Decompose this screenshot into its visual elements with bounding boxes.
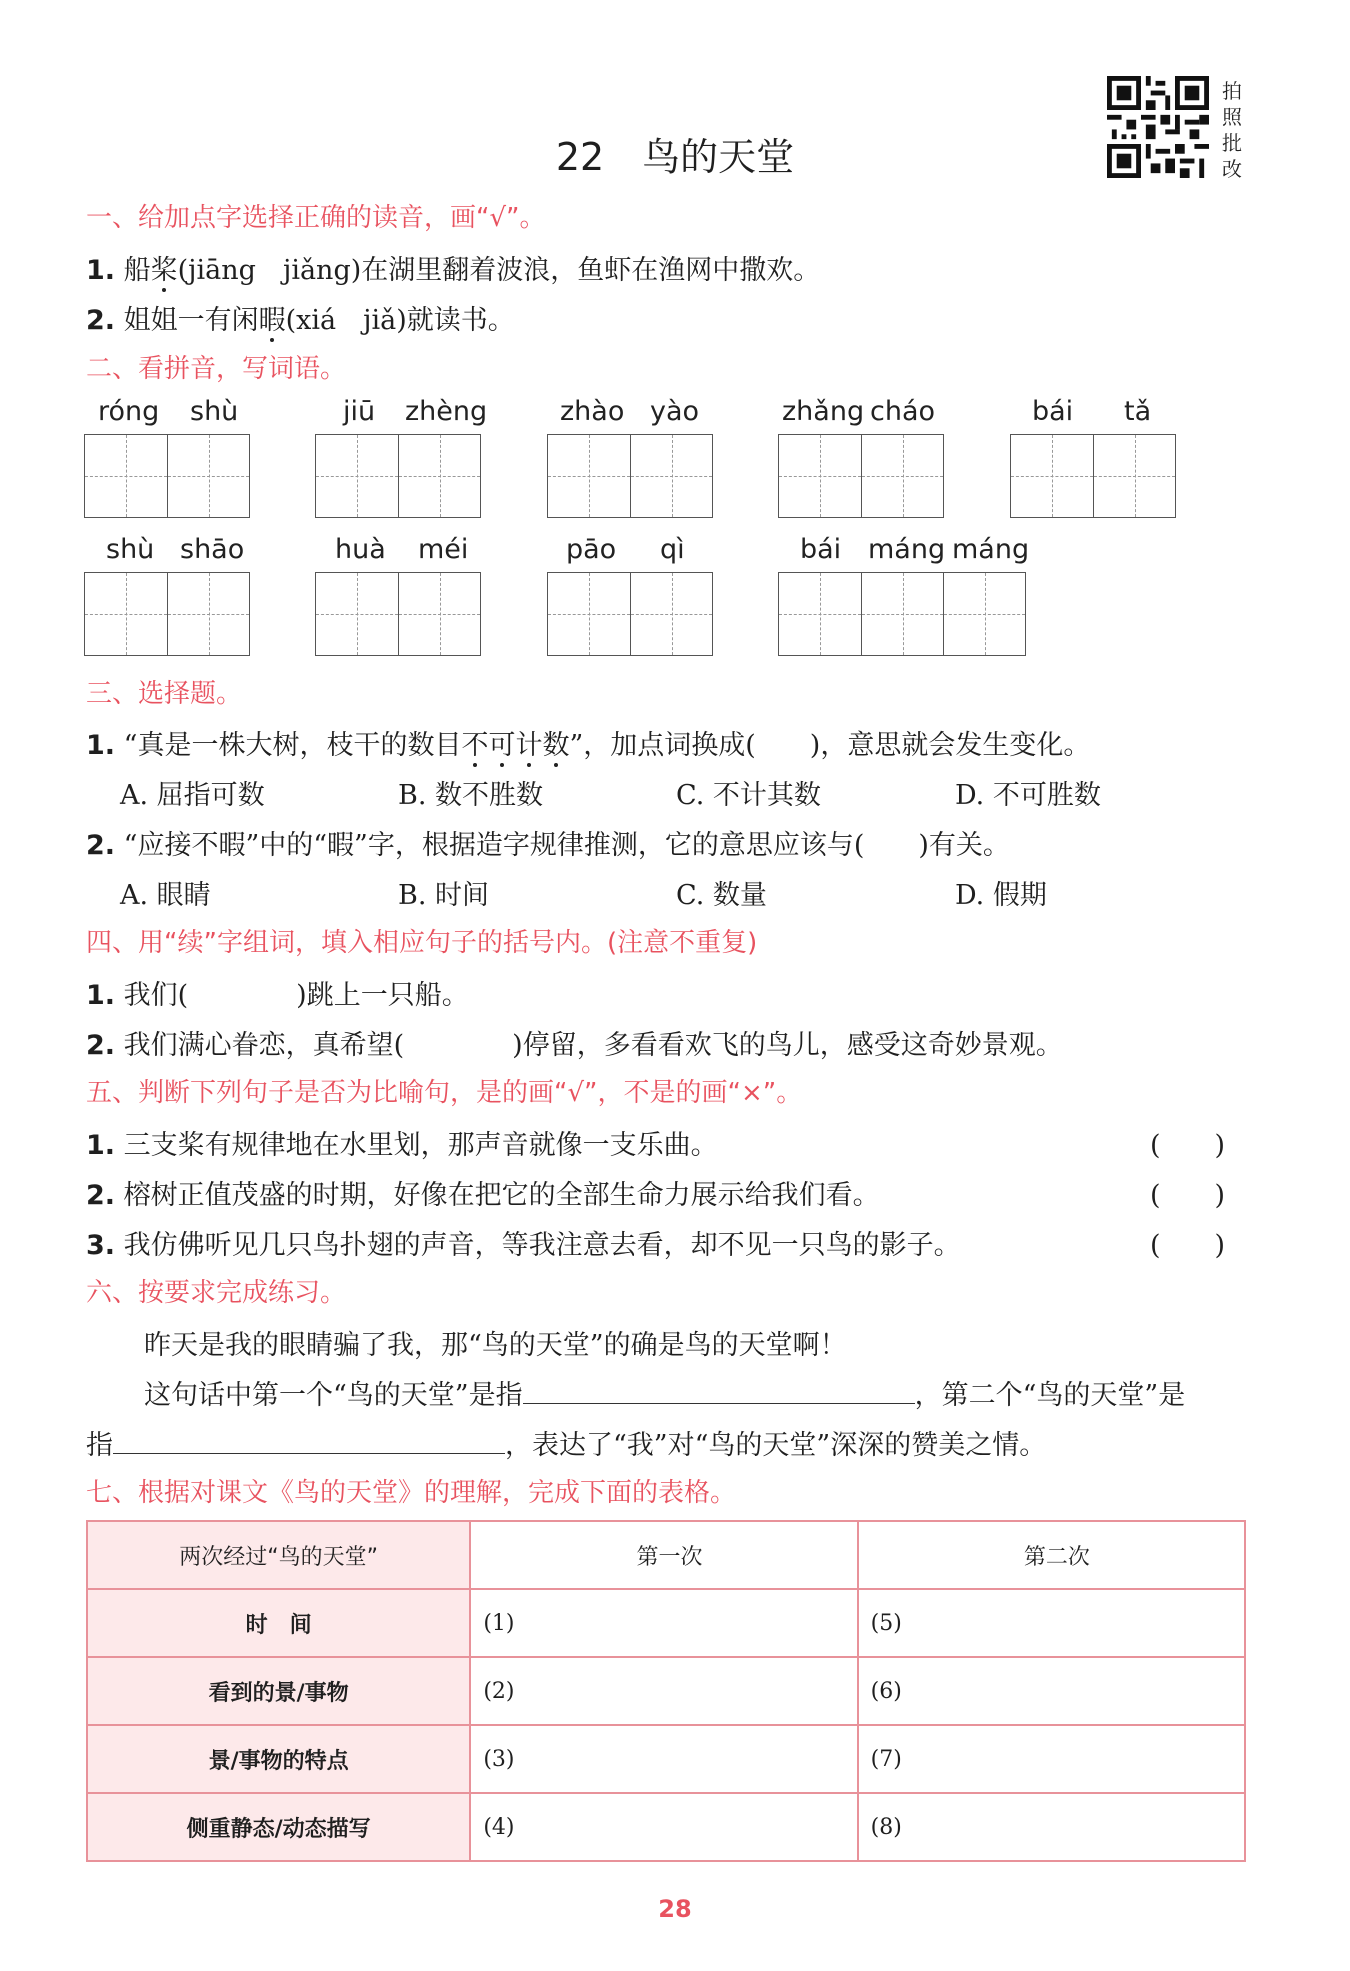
- writing-grid[interactable]: [84, 434, 250, 518]
- pinyin: shāo: [180, 534, 245, 565]
- page-title: [0, 126, 1350, 181]
- answer-cell[interactable]: (4): [470, 1793, 857, 1861]
- writing-grid[interactable]: [1010, 434, 1176, 518]
- s6-quote: 昨天是我的眼睛骗了我，那“鸟的天堂”的确是鸟的天堂啊！: [144, 1330, 847, 1361]
- question-number: 1.: [86, 1130, 116, 1161]
- qr-label-char: 拍: [1222, 79, 1242, 103]
- answer-paren[interactable]: ( ): [1150, 1130, 1226, 1161]
- pinyin: huà: [335, 534, 386, 565]
- answer-blank[interactable]: [113, 1425, 505, 1454]
- section-4-heading: 四、用“续”字组词，填入相应句子的括号内。(注意不重复): [86, 928, 758, 958]
- s4-question-2[interactable]: [86, 1023, 1063, 1062]
- pinyin: bái: [1032, 396, 1074, 427]
- table-row: [87, 1725, 1245, 1793]
- s3-question-1: [86, 723, 1090, 762]
- page-number: 28: [658, 1895, 692, 1923]
- dotted-char: 桨: [150, 255, 178, 286]
- q-text: 指: [86, 1430, 113, 1461]
- writing-grid[interactable]: [547, 572, 713, 656]
- answer-paren[interactable]: ( ): [1150, 1230, 1226, 1261]
- q-text: ，第二个“鸟的天堂”是: [914, 1380, 1186, 1411]
- lesson-title: 鸟的天堂: [642, 135, 795, 179]
- answer-cell[interactable]: (8): [858, 1793, 1245, 1861]
- s6-line-1: [144, 1373, 1185, 1412]
- dotted-char: 数: [542, 730, 570, 761]
- writing-grid[interactable]: [778, 434, 944, 518]
- pinyin: cháo: [870, 396, 936, 427]
- section-6-heading: 六、按要求完成练习。: [86, 1278, 347, 1308]
- pinyin: shù: [106, 534, 155, 565]
- qr-label-char: 批: [1222, 131, 1242, 155]
- pinyin: máng: [952, 534, 1030, 565]
- answer-paren[interactable]: ( ): [1150, 1180, 1226, 1211]
- q-text: ”，加点词换成( )，意思就会发生变化。: [569, 730, 1091, 761]
- s6-line-2: [86, 1423, 1046, 1462]
- q-text: “应接不暇”中的“暇”字，根据造字规律推测，它的意思应该与( )有关。: [123, 830, 1010, 861]
- pinyin: róng: [98, 396, 160, 427]
- q-text: (jiāng jiǎng)在湖里翻着波浪，鱼虾在渔网中撒欢。: [177, 255, 821, 286]
- section-2-heading: 二、看拼音，写词语。: [86, 354, 347, 384]
- section-5-heading: 五、判断下列句子是否为比喻句，是的画“√”，不是的画“×”。: [86, 1078, 803, 1108]
- lesson-number: 22: [555, 135, 605, 179]
- option-c[interactable]: C. 不计其数: [676, 780, 821, 811]
- dotted-char: 不: [461, 730, 489, 761]
- question-number: 1.: [86, 980, 116, 1011]
- q-text: 榕树正值茂盛的时期，好像在把它的全部生命力展示给我们看。: [123, 1180, 880, 1211]
- dotted-char: 暇: [258, 305, 286, 336]
- option-c[interactable]: C. 数量: [676, 880, 767, 911]
- question-number: 2.: [86, 1030, 116, 1061]
- q-text: ，表达了“我”对“鸟的天堂”深深的赞美之情。: [505, 1430, 1047, 1461]
- comparison-table: [86, 1520, 1246, 1862]
- question-number: 3.: [86, 1230, 116, 1261]
- question-number: 1.: [86, 255, 116, 286]
- q-text: 三支桨有规律地在水里划，那声音就像一支乐曲。: [123, 1130, 718, 1161]
- table-header-cell: 第一次: [470, 1521, 857, 1589]
- question-number: 2.: [86, 305, 116, 336]
- pinyin: pāo: [566, 534, 617, 565]
- s5-question-1: [86, 1123, 718, 1162]
- pinyin: máng: [868, 534, 946, 565]
- answer-cell[interactable]: (5): [858, 1589, 1245, 1657]
- dotted-char: 可: [488, 730, 516, 761]
- question-number: 2.: [86, 830, 116, 861]
- q-text: 我仿佛听见几只鸟扑翅的声音，等我注意去看，却不见一只鸟的影子。: [123, 1230, 961, 1261]
- writing-grid[interactable]: [778, 572, 1026, 656]
- q-text: 这句话中第一个“鸟的天堂”是指: [144, 1380, 523, 1411]
- answer-cell[interactable]: (1): [470, 1589, 857, 1657]
- pinyin: qì: [660, 534, 685, 565]
- section-3-heading: 三、选择题。: [86, 679, 243, 709]
- table-row: [87, 1589, 1245, 1657]
- pinyin: yào: [650, 396, 700, 427]
- section-7-heading: 七、根据对课文《鸟的天堂》的理解，完成下面的表格。: [86, 1478, 737, 1508]
- q-text: 姐姐一有闲: [123, 305, 259, 336]
- s5-question-2: [86, 1173, 880, 1212]
- answer-blank[interactable]: [523, 1375, 915, 1404]
- option-d[interactable]: D. 假期: [955, 880, 1047, 911]
- table-header-cell: 两次经过“鸟的天堂”: [87, 1521, 470, 1589]
- answer-cell[interactable]: (3): [470, 1725, 857, 1793]
- table-row: [87, 1657, 1245, 1725]
- pinyin: bái: [800, 534, 842, 565]
- option-b[interactable]: B. 数不胜数: [398, 780, 544, 811]
- table-header-cell: 第二次: [858, 1521, 1245, 1589]
- writing-grid[interactable]: [547, 434, 713, 518]
- answer-cell[interactable]: (2): [470, 1657, 857, 1725]
- option-b[interactable]: B. 时间: [398, 880, 490, 911]
- row-label: 侧重静态/动态描写: [87, 1793, 470, 1861]
- qr-label-char: 改: [1222, 157, 1242, 181]
- pinyin: méi: [418, 534, 469, 565]
- option-d[interactable]: D. 不可胜数: [955, 780, 1101, 811]
- q-text: 我们满心眷恋，真希望( )停留，多看看欢飞的鸟儿，感受这奇妙景观。: [123, 1030, 1063, 1061]
- pinyin: zhào: [560, 396, 625, 427]
- s3-question-2: [86, 823, 1010, 862]
- qr-label-char: 照: [1222, 105, 1242, 129]
- row-label: 时 间: [87, 1589, 470, 1657]
- table-row: [87, 1793, 1245, 1861]
- pinyin: zhèng: [405, 396, 488, 427]
- s1-question-2: [86, 298, 515, 337]
- q-text: 船: [123, 255, 151, 286]
- q-text: 我们( )跳上一只船。: [123, 980, 469, 1011]
- s4-question-1[interactable]: [86, 973, 469, 1012]
- writing-grid[interactable]: [84, 572, 250, 656]
- question-number: 1.: [86, 730, 116, 761]
- table-header-row: [87, 1521, 1245, 1589]
- option-a[interactable]: A. 屈指可数: [120, 780, 265, 811]
- row-label: 看到的景/事物: [87, 1657, 470, 1725]
- pinyin: tǎ: [1124, 396, 1152, 427]
- option-a[interactable]: A. 眼睛: [120, 880, 211, 911]
- writing-grid[interactable]: [315, 572, 481, 656]
- writing-grid[interactable]: [315, 434, 481, 518]
- question-number: 2.: [86, 1180, 116, 1211]
- q-text: “真是一株大树，枝干的数目: [123, 730, 462, 761]
- pinyin: shù: [190, 396, 239, 427]
- s1-question-1: [86, 248, 820, 287]
- s5-question-3: [86, 1223, 961, 1262]
- row-label: 景/事物的特点: [87, 1725, 470, 1793]
- pinyin: zhǎng: [782, 396, 865, 427]
- answer-cell[interactable]: (7): [858, 1725, 1245, 1793]
- answer-cell[interactable]: (6): [858, 1657, 1245, 1725]
- section-1-heading: 一、给加点字选择正确的读音，画“√”。: [86, 203, 546, 233]
- pinyin: jiū: [343, 396, 376, 427]
- q-text: (xiá jiǎ)就读书。: [285, 305, 515, 336]
- dotted-char: 计: [515, 730, 543, 761]
